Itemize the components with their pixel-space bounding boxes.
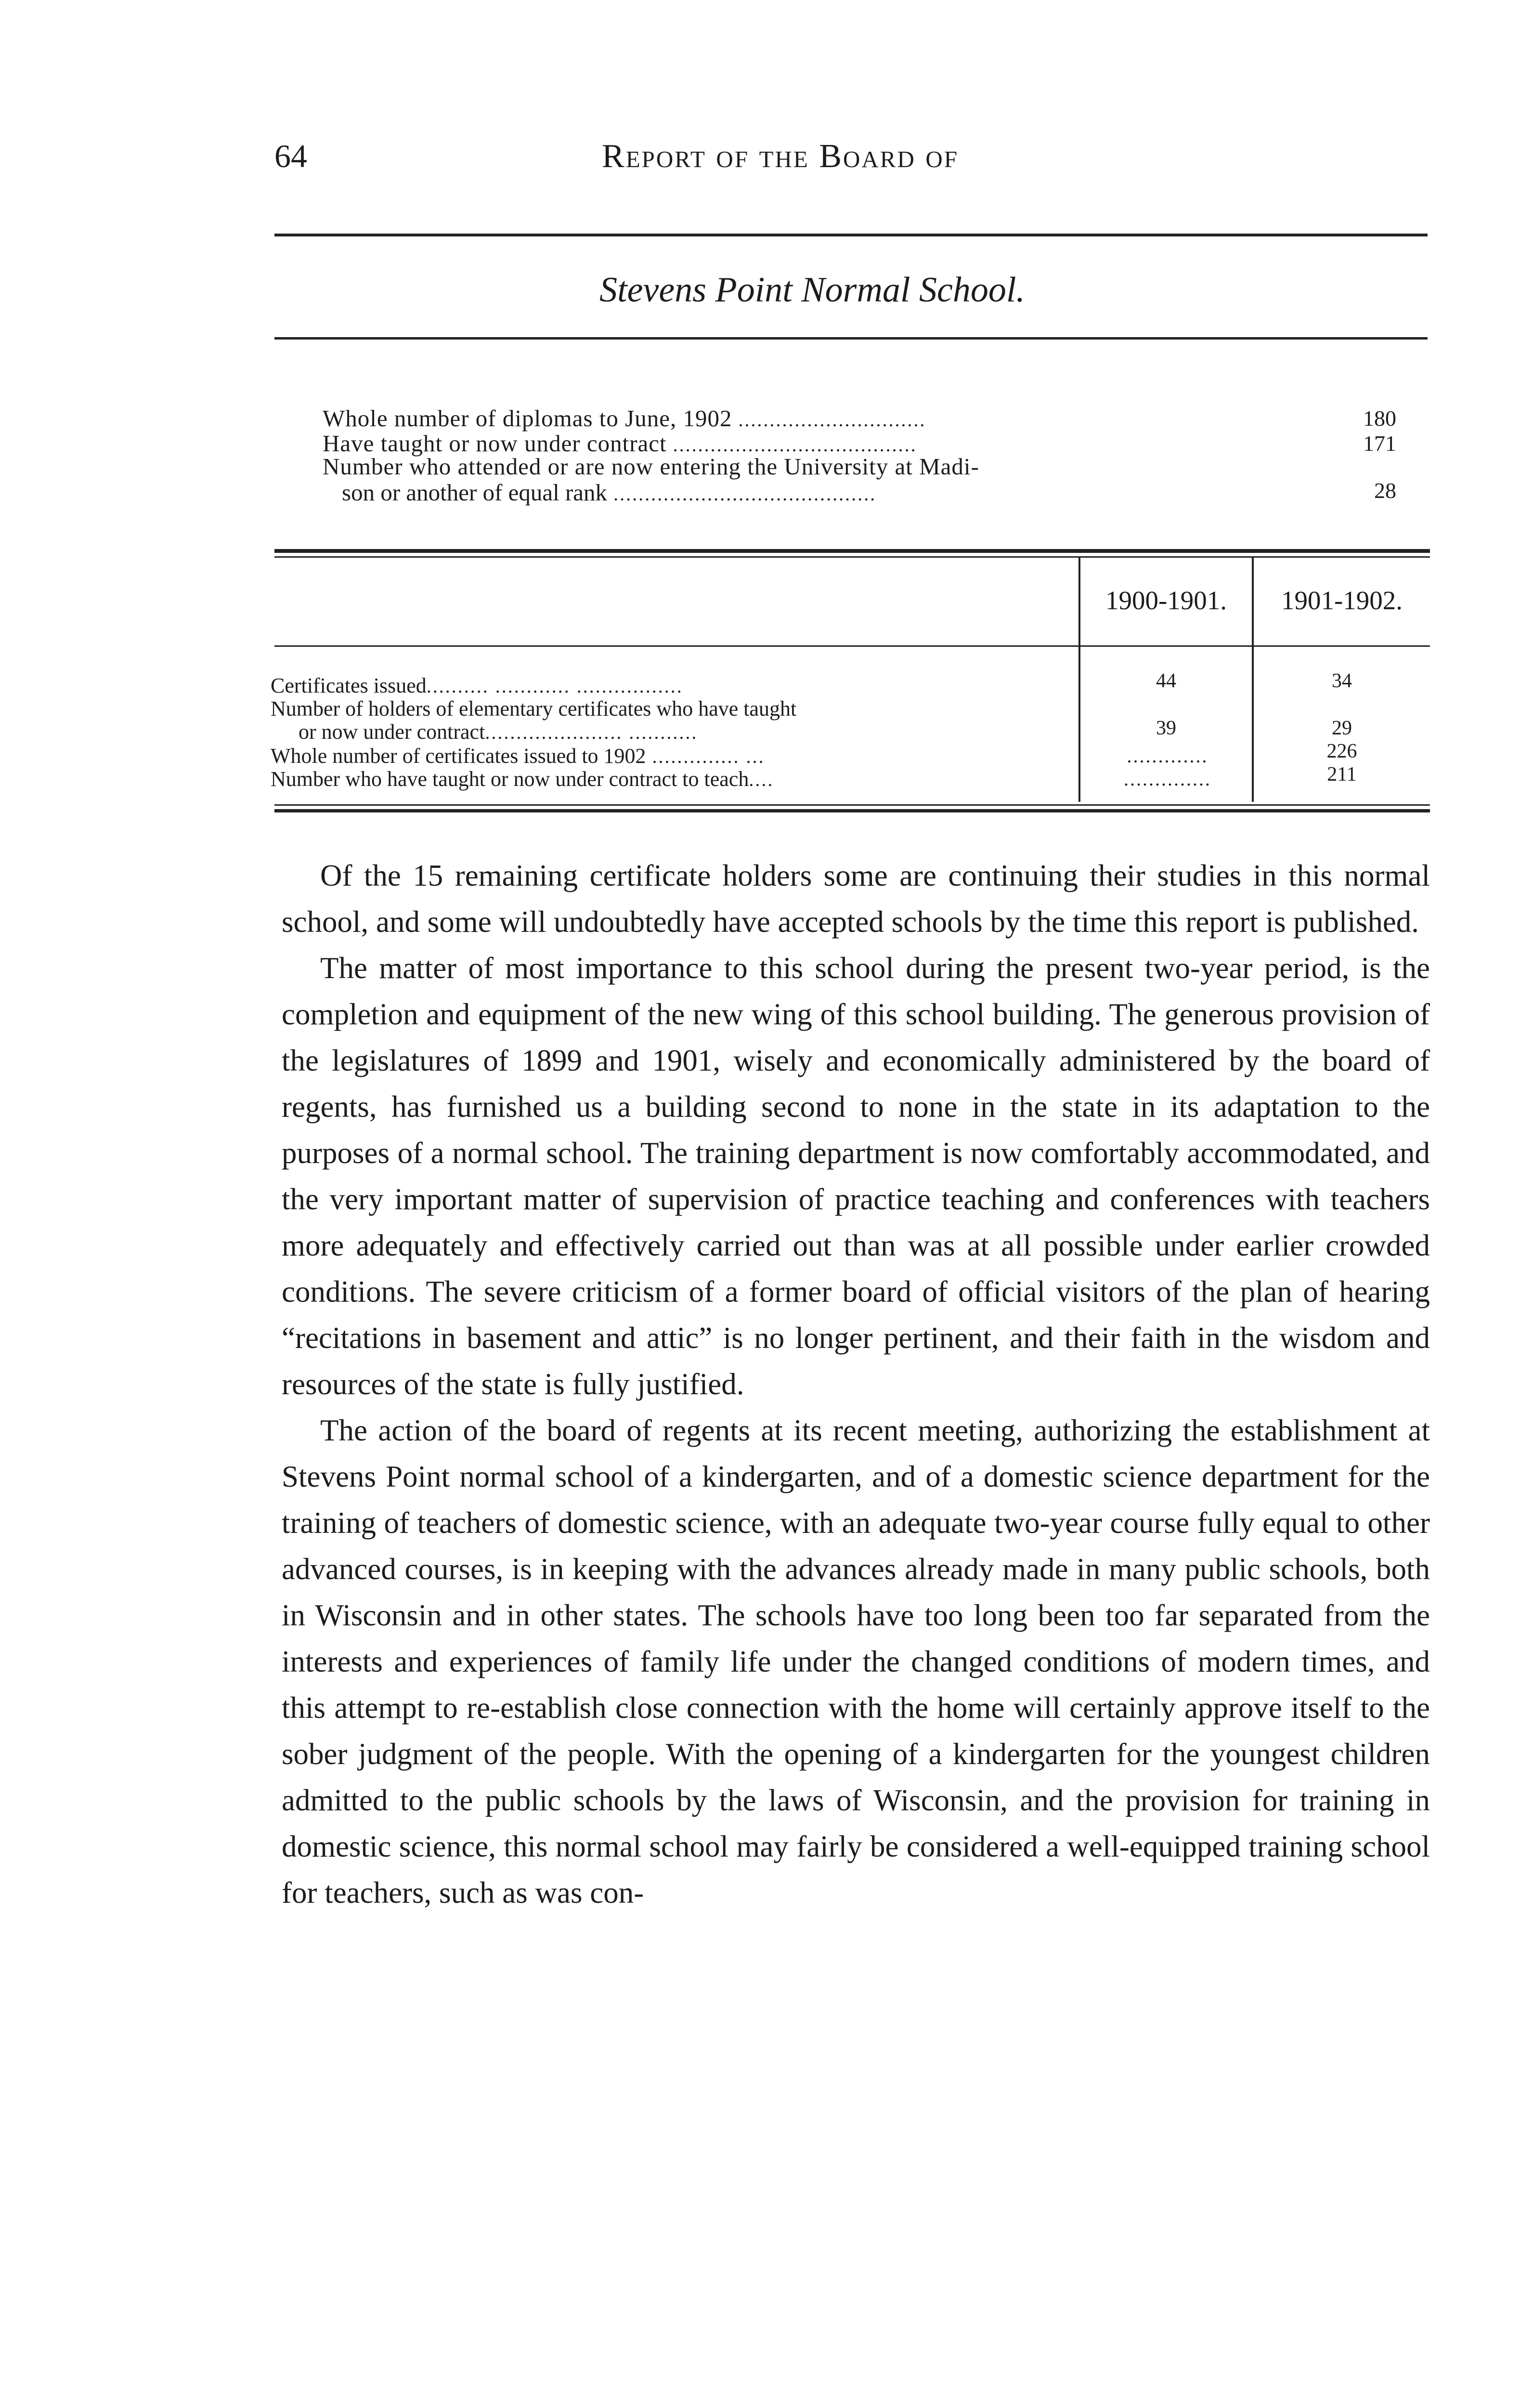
stat-label: Whole number of diplomas to June, 1902 <box>323 405 732 432</box>
table-bottom-rule-thin <box>274 804 1430 806</box>
stat-row-university <box>323 454 1396 507</box>
body-text <box>282 852 1430 1916</box>
table-row-label <box>271 697 796 720</box>
leader-dots: .......................................... <box>607 483 877 505</box>
paragraph: Of the 15 remaining certificate holders some are continuing their studies in this normal school, and some will undoubtedly have accepted schools by the time this report is published. <box>282 859 1430 939</box>
row-label: Number of holders of elementary certificates who have taught <box>271 697 797 720</box>
row-label: Number who have taught or now under contract to teach <box>271 767 749 791</box>
table-top-rule-thin <box>274 556 1430 558</box>
empty-cell-dots: ............. <box>1127 745 1208 767</box>
empty-cell-dots: .............. <box>1124 768 1211 790</box>
table-cell: 34 <box>1332 670 1352 692</box>
table-row-label <box>271 674 683 698</box>
leader-dots: ...................... ........... <box>485 721 698 743</box>
leader-dots: .............. ... <box>646 746 765 767</box>
row-label: Whole number of certificates issued to 1902 <box>271 744 646 768</box>
stat-label: Number who attended or are now entering the University at Madi- <box>323 453 979 480</box>
section-title: Stevens Point Normal School. <box>599 270 1025 310</box>
running-head <box>602 137 959 176</box>
column-header-1900: 1900-1901. <box>1105 586 1227 615</box>
table-row-label <box>271 768 774 791</box>
section-rule <box>274 337 1428 340</box>
leader-dots: .... <box>749 769 774 790</box>
leader-dots: .............................. <box>732 409 926 431</box>
table-cell: 29 <box>1332 717 1352 739</box>
table-cell: 226 <box>1326 740 1357 762</box>
table-cell: 211 <box>1327 763 1357 785</box>
table-bottom-rule <box>274 809 1430 812</box>
table-header-rule <box>274 645 1430 647</box>
stat-value: 28 <box>1374 478 1396 503</box>
stat-value: 171 <box>1363 431 1396 456</box>
column-header-1901: 1901-1902. <box>1281 586 1403 615</box>
stat-label-continued: son or another of equal rank <box>342 479 608 506</box>
row-label-continued: or now under contract <box>299 720 485 744</box>
table-row-label-continued <box>299 720 698 744</box>
table-row-label <box>271 745 765 768</box>
leader-dots: .......... ............ ................. <box>426 675 683 697</box>
page-number: 64 <box>274 138 307 174</box>
stat-value: 180 <box>1363 406 1396 431</box>
running-head-text: Report of the Board of <box>602 138 959 175</box>
paragraph: The action of the board of regents at its recent meeting, authorizing the establishment at Stevens Point normal school of a kindergarten, and of a domestic science department for the training of teachers of domestic science, with an adequate two-year course fully equal to other advanced courses, is in keeping with the advances already made in many public schools, both in Wisconsin and in other states. The schools have too long been too far separated from the interests and experiences of family life under the changed conditions of modern times, and this attempt to re-establish close connection with the home will certainly approve itself to the sober judgment of the people. With the opening of a kindergarten for the youngest children admitted to the public schools by the laws of Wisconsin, and the provision for training in domestic science, this normal school may fairly be considered a well-equipped training school for teachers, such as was con- <box>282 1413 1430 1910</box>
row-label: Certificates issued <box>271 674 427 697</box>
table-cell: 44 <box>1156 670 1176 692</box>
stat-label: Have taught or now under contract <box>323 430 667 457</box>
paragraph: The matter of most importance to this school during the present two-year period, is the completion and equipment of the new wing of this school building. The generous provision of the legislatures of 1899 and 1901, wisely and economically administered by the board of regents, has furnished us a building second to none in the state in its adaptation to the purposes of a normal school. The training department is now comfortably accommodated, and the very important matter of supervision of practice teaching and conferences with teachers more adequately and effectively carried out than was at all possible under earlier crowded conditions. The severe criticism of a former board of official visitors of the plan of hearing “recitations in basement and attic” is no longer pertinent, and their faith in the wisdom and resources of the state is fully justified. <box>282 951 1430 1401</box>
leader-dots: ....................................... <box>666 434 917 456</box>
header-rule <box>274 234 1428 236</box>
table-top-rule <box>274 549 1430 553</box>
stat-row-diplomas <box>323 406 1396 433</box>
table-cell: 39 <box>1156 717 1176 739</box>
